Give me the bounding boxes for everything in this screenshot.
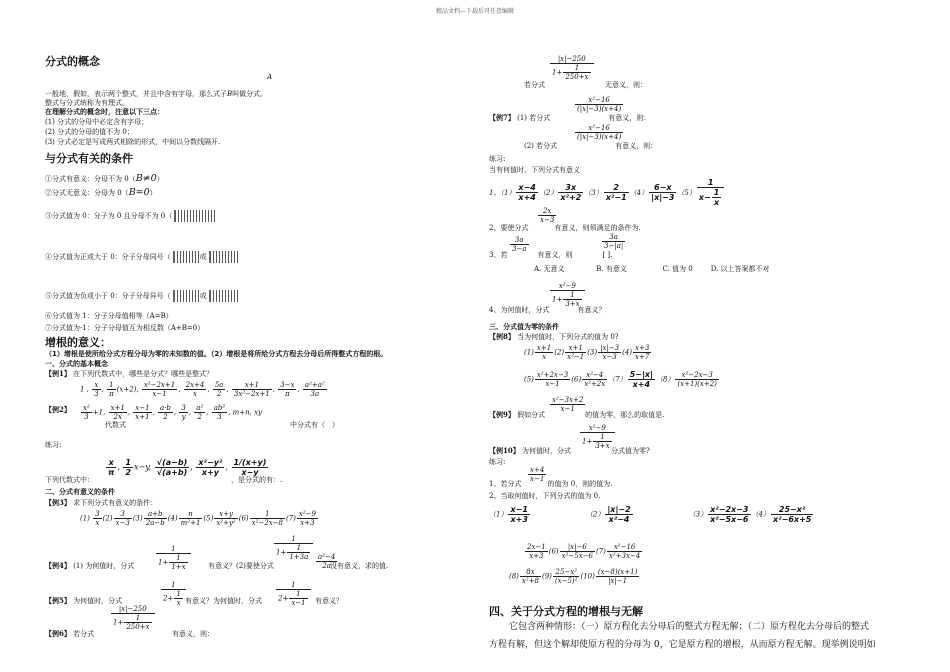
example-2-question: 中分式有（ ） <box>290 421 339 429</box>
example-5-end: 有意义？ <box>315 597 343 605</box>
example-4-fraction: 1 1+ $\frac{1}{1+x}$ <box>155 545 192 571</box>
example-8-row-2: (5) $\frac{\text{x²+2x−3}}{x-1}$ (6) $\frac{\text{x²−4}}{\text{x²+2x}}$ （7） $\frac{5-|x|}{x+4}$ （8） $\frac{\text{x²−2x−3}}{(x+1)(x+2)}$ <box>524 370 717 390</box>
condition-7: ⑦分式值为-1：分子分母值互为相反数（A+B=0） <box>45 324 205 332</box>
condition-2: ②分式无意义：分母为 0（B=0） <box>45 187 157 198</box>
section-title-extraneous: 增根的意义： <box>45 336 111 349</box>
condition-5: ⑤分式值为负或小于 0：分子分母异号（ 或 <box>45 290 238 302</box>
example-10: 【例10】 为何值时，分式 分式值为零? <box>489 446 650 455</box>
note-heading: 在理解分式的概念时，注意以下三点： <box>45 108 164 116</box>
example-4-end: 没有意义，求的值. <box>330 562 389 570</box>
left-column <box>45 0 475 672</box>
r-q2: 2、当取何值时，下列分式的值为 0. <box>489 492 601 500</box>
extraneous-root-def: （1）增根是使所给分式方程分母为零的未知数的值。（2）增根是将所给分式方程去分母后所得整式方程的根。 <box>45 350 388 358</box>
section-2-heading: 二、分式有意义的条件 <box>45 488 115 496</box>
example-7a: 【例7】 (1) 若分式 有意义，则： <box>489 113 651 122</box>
section-4-para-2: 方程有解，但这个解却使原方程的分母为 0，它是原方程的增根，从而原方程无解。现举例说明如 <box>489 640 876 650</box>
formula-image <box>209 251 238 263</box>
r-practice-2-label: 练习: <box>489 458 506 466</box>
example-1-expressions: 1 , $\frac{x}{3}$ , $\frac{1}{\pi}$ (x+2), $\frac{\text{x²−2x+1}}{x-1}$ , $\frac{2x+4}{x}$ , $\frac{5a}{2}$ , $\frac{x+1}{\text{3x²−2x+1}}$ , $\frac{3-x}{\pi}$ , $\frac{\text{a²+a²}}{3a}$ <box>80 381 325 399</box>
example-9: 【例9】 假如分式 的值为零，那么的取值是. <box>489 410 665 419</box>
example-8-row-1: (1) $\frac{x+1}{x}$ (2) $\frac{x+1}{\text{x²−1}}$ (3) $\frac{|x|-3}{x-3}$ (4) $\frac{x+3}{x+7}$ <box>524 344 650 362</box>
right-column <box>489 0 914 672</box>
options-row <box>534 265 770 273</box>
example-3: 【例3】 求下列分式有意义的条件： <box>45 498 158 507</box>
r-practice-1: 当有何值时，下列分式有意义 <box>489 166 580 174</box>
note-1: (1) 分式的分母中必定含有字母； <box>45 118 149 126</box>
option-b: B. 有意义 <box>596 265 627 273</box>
r-q2-row-3: (8) $\frac{8x}{\text{x²+8}}$ (9) $\frac{\text{25−x²}}{\text{(x−5)²}}$ (10) $\frac{(x-8)(x+1)}{|x|-1}$ <box>509 568 638 586</box>
example-4-fraction-2: 1 1+ $\frac{1}{1+3a}$ <box>273 535 314 561</box>
def-numerator: A <box>267 73 273 81</box>
section-4-heading: 四、关于分式方程的增根与无解 <box>489 605 643 618</box>
example-4: 【例4】 (1) 为何值时，分式 <box>45 561 135 570</box>
q1-fraction: $\frac{x+4}{x-1}$ <box>530 466 545 484</box>
example-2-label: 代数式 <box>105 421 126 429</box>
practice-2-end: ，是分式的有：. <box>231 476 283 484</box>
definition-line-2: 整式与分式统称为有理式。 <box>45 99 129 107</box>
example-5: 【例5】 为何值时，分式 <box>45 596 123 605</box>
r-frac-3a-b: $\frac{3a}{3-|a|}$ <box>604 233 624 251</box>
example-8: 【例8】 当为何值时，下列分式的值为 0? <box>489 332 619 341</box>
formula-image <box>173 251 200 263</box>
page-header: 精品文档---下载后可任意编辑 <box>435 8 515 15</box>
example-5-fraction: 1 2+ $\frac{1}{x}$ <box>160 581 187 607</box>
r-practice-4: 4、为何值时，分式 有意义？ <box>489 306 606 314</box>
section-3-heading: 三、分式值为零的条件 <box>489 323 559 331</box>
practice-2: 下列代数式中： <box>45 476 94 484</box>
example-2: 【例2】 <box>45 405 71 414</box>
example-2-expressions: $\frac{\text{x²}}{3}$ +1, $\frac{x+1}{2x}$ , $\frac{x-1}{x+1}$ , $\frac{a\cdot b}{2}$ , $\frac{3}{y}$ , $\frac{\text{a²}}{2}$ , $\frac{\text{ab²}}{3}$ , m+n, xy <box>83 404 263 422</box>
condition-6: ⑥分式值为 1：分子分母值相等（A=B） <box>45 312 173 320</box>
example-4-mid: 有意义？(2)要使分式 <box>208 562 274 570</box>
note-2: (2) 分式的分母的值不为 0； <box>45 128 134 136</box>
example-1: 【例1】 在下列代数式中，哪些是分式？哪些是整式？ <box>45 369 214 378</box>
r-q1: 1、若分式 的值为 0，则的值为. <box>489 480 613 488</box>
option-c: C. 值为 0 <box>662 265 693 273</box>
section-title-concept: 分式的概念 <box>45 55 100 68</box>
formula-image <box>173 290 200 302</box>
r-frac-3a: $\frac{3a}{3-a}$ <box>512 236 527 254</box>
practice-2-expressions: $\frac{x}{\pi}$ , $\frac{1}{2}$ x−y, $\frac{√(a-b)}{√(a+b)}$ , $\frac{\text{x²−y²}}{x+y}$ , $\frac{1/(x+y)}{x-y}$ <box>108 458 267 478</box>
r-practice-3: 3、若 有意义，则 [ ]. <box>489 251 613 259</box>
condition-1: ①分式有意义：分母不为 0（B≠0） <box>45 173 164 184</box>
formula-image <box>174 210 215 222</box>
r-frac-2x: $\frac{2x}{x-3}$ <box>540 207 555 225</box>
definition-line: 一般地，假如，表示两个整式，并且中含有字母，那么式子B叫做分式。 <box>45 90 268 98</box>
example-6: 【例6】 若分式 <box>45 629 95 638</box>
r-q2-row-1: （1） $\frac{x-1}{x+3}$ （2） $\frac{|x|-2}{\text{x²−4}}$ （3） $\frac{\text{x²−2x−3}}{\text{x²−5x−6}}$ （4） $\frac{\text{25−x²}}{\text{x²−6x+5}}$ <box>489 505 812 525</box>
option-a: A. 无意义 <box>534 265 565 273</box>
example-3-expressions: (1) $\frac{3}{x}$ (2) $\frac{3}{x-3}$ (3) $\frac{a+b}{2a-b}$ (4) $\frac{n}{\text{m²+1}}$ (5) $\frac{x+y}{\text{x²+y²}}$ (6) $\frac{1}{\text{x²−2x−8}}$ (7) $\frac{\text{x²−9}}{x+3}$ <box>80 510 316 528</box>
example-5-mid: 有意义？为何值时，分式 <box>185 597 262 605</box>
condition-4: ④分式值为正或大于 0：分子分母同号（ 或 <box>45 251 238 263</box>
section-title-conditions: 与分式有关的条件 <box>45 152 133 165</box>
practice-label: 练习: <box>45 441 62 449</box>
example-6-fraction: |x|−250 1+ $\frac{1}{250+x}$ <box>110 605 156 631</box>
r-practice-2: 2、要使分式 有意义，则须满足的条件为. <box>489 224 641 232</box>
option-d: D. 以上答案都不对 <box>710 265 770 273</box>
note-3: (3) 分式必定是写成两式相除的形式，中间以分数线隔开. <box>45 138 221 146</box>
e7-fraction-b: $\frac{\text{x²−16}}{(|x|-3)(x+4)}$ <box>577 124 622 142</box>
formula-image <box>209 290 238 302</box>
r-line-1: 若分式 无意义，则： <box>524 81 647 89</box>
e9-fraction: $\frac{\text{x²−3x+2}}{x-1}$ <box>552 396 584 414</box>
example-7b: (2) 若分式 有意义，则： <box>524 142 658 150</box>
section-1-heading: 一、分式的基本概念 <box>45 360 108 368</box>
r-practice: 练习: <box>489 155 506 163</box>
condition-3: ③分式值为 0：分子为 0 且分母不为 0（ <box>45 210 215 222</box>
r-q2-row-2: $\frac{2x-1}{x+3}$ (6) $\frac{|x|-6}{\text{x²−5x−6}}$ (7) $\frac{\text{x²−16}}{\text{x²+3x−4}}$ <box>527 543 641 561</box>
e10-fraction: x²−9 1+ $\frac{1}{3+x}$ <box>579 424 616 450</box>
r-frac-4: x²−9 1+ $\frac{1}{3+x}$ <box>549 282 586 308</box>
example-5-fraction-2: 1 2+ $\frac{1}{x-1}$ <box>275 581 312 607</box>
section-4-para-1: 它包含两种情形：（一）原方程化去分母后的整式方程无解；（二）原方程化去分母后的整式 <box>509 622 870 632</box>
example-6-end: 有意义，则： <box>172 630 214 638</box>
example-4-fraction-3: $\frac{\text{a²−4}}{2a}$ <box>318 553 336 571</box>
r-fraction-1: |x|−250 1+ $\frac{1}{250+x}$ <box>549 55 595 81</box>
e7-fraction-a: $\frac{\text{x²−16}}{(|x|-3)(x+4)}$ <box>577 96 622 114</box>
r-practice-1-expr: 1、（1） $\frac{x-4}{x+4}$ （2） $\frac{3x}{\text{x²+2}}$ （3） $\frac{2}{\text{x²−1}}$ （4） $\frac{6-x}{|x|-3}$ （5） 1 x− $\frac{1}{x}$ <box>489 178 725 208</box>
